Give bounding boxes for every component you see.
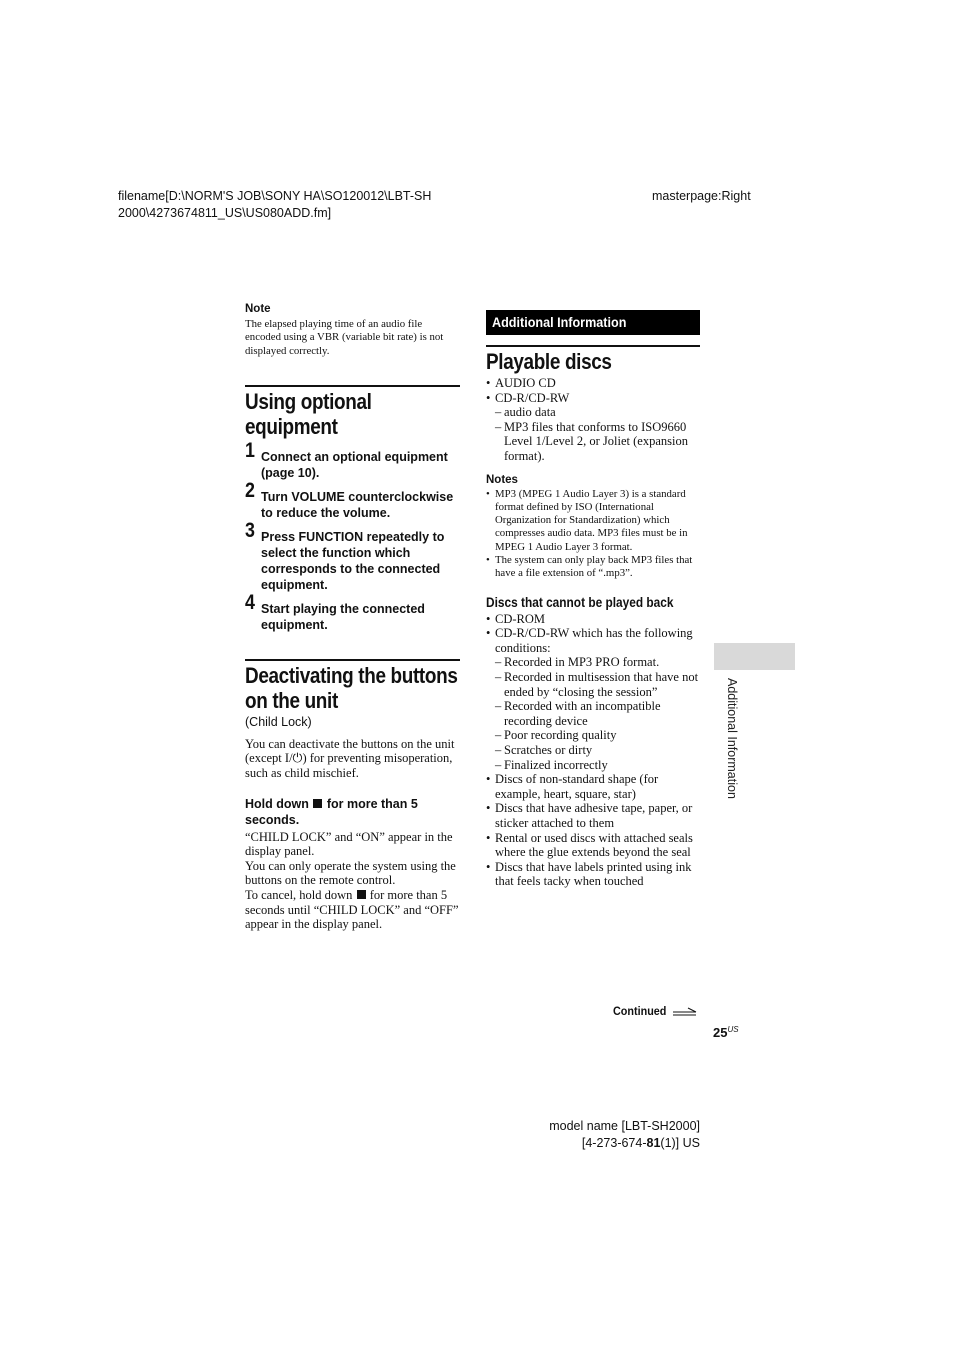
step-2 [245, 478, 460, 521]
list-item: – audio data [486, 405, 700, 420]
step-number: 3 [245, 518, 255, 542]
child-lock-para-2: You can only operate the system using the buttons on the remote control. [245, 858, 456, 888]
step-number: 4 [245, 590, 255, 614]
step-text: Turn VOLUME counterclockwise to reduce the volume. [261, 489, 454, 520]
list-item: – Finalized incorrectly [486, 758, 700, 773]
step-4 [245, 590, 460, 633]
list-item: – Poor recording quality [486, 728, 700, 743]
step-number: 2 [245, 478, 255, 502]
step-number: 1 [245, 438, 255, 462]
child-lock-para-1: “CHILD LOCK” and “ON” appear in the display panel. [245, 829, 453, 859]
section-subtitle: (Child Lock) [245, 714, 312, 729]
cdr-sublist [486, 405, 700, 463]
header-filename: filename[D:\NORM'S JOB\SONY HA\SO120012\LBT-SH2000\4273674811_US\US080ADD.fm] [118, 189, 432, 220]
section-banner: Additional Information [486, 310, 700, 335]
notes-list [486, 488, 700, 581]
child-lock-para-3: To cancel, hold down for more than 5 seconds until “CHILD LOCK” and “OFF” appear in the display panel. [245, 888, 459, 932]
list-item: • Rental or used discs with attached seals where the glue extends beyond the seal [486, 831, 700, 860]
model-name: model name [LBT-SH2000] [549, 1119, 700, 1133]
right-column [486, 310, 700, 889]
continued-marker: Continued [613, 1004, 698, 1018]
step-text: Connect an optional equipment (page 10). [261, 449, 448, 480]
list-item: • CD-R/CD-RW [486, 391, 700, 406]
step-text: Press FUNCTION repeatedly to select the function which corresponds to the connected equipment. [261, 529, 445, 592]
conditions-sublist [486, 655, 700, 772]
list-item: • CD-ROM [486, 612, 700, 627]
footer-model [470, 1118, 700, 1152]
list-item: – MP3 files that conforms to ISO9660 Level 1/Level 2, or Joliet (expansion format). [486, 420, 700, 464]
stop-icon [357, 890, 366, 899]
note-label: Note [245, 303, 271, 315]
cannot-play-heading: Discs that cannot be played back [486, 594, 674, 610]
cannot-play-list [486, 612, 700, 889]
list-item: – Recorded in multisession that have not ended by “closing the session” [486, 670, 700, 699]
page-number: $25^{US}$ [713, 1025, 739, 1040]
section-rule [245, 385, 460, 387]
step-1 [245, 438, 460, 481]
note-text: The elapsed playing time of an audio file encoded using a VBR (variable bit rate) is not displayed correctly. [245, 318, 444, 357]
step-3 [245, 518, 460, 593]
list-item: – Recorded in MP3 PRO format. [486, 655, 700, 670]
stop-icon [313, 799, 322, 808]
child-lock-intro: You can deactivate the buttons on the unit (except I/⏻) for preventing misoperation, such as child mischief. [245, 736, 455, 781]
hold-instruction: Hold down for more than 5 seconds. [245, 796, 418, 827]
power-icon: I/⏻ [284, 751, 303, 766]
section-title-child-lock: Deactivating the buttons on the unit [245, 662, 458, 713]
section-title-optional-equipment: Using optional equipment [245, 388, 372, 439]
list-item: • The system can only play back MP3 files that have a file extension of “.mp3”. [486, 554, 700, 581]
notes-label: Notes [486, 473, 518, 486]
list-item: • Discs that have labels printed using ink that feels tacky when touched [486, 860, 700, 889]
model-code: [4-273-674-81(1)] US [581, 1136, 700, 1150]
list-item: – Recorded with an incompatible recording device [486, 699, 700, 728]
steps-list [245, 438, 460, 633]
list-item: • AUDIO CD [486, 376, 700, 391]
list-item: – Scratches or dirty [486, 743, 700, 758]
side-tab [714, 643, 795, 670]
header-masterpage: masterpage:Right [652, 189, 751, 203]
list-item: • CD-R/CD-RW which has the following conditions: – Recorded in MP3 PRO format. – Recorded in multisession that have not ended by “closing the session” – Recorded with an incompatible recording device – Poor recording quality – Scratches or dirty – Finalized incorrectly [486, 626, 700, 772]
step-text: Start playing the connected equipment. [261, 601, 425, 632]
list-item: • Discs that have adhesive tape, paper, or sticker attached to them [486, 801, 700, 830]
section-rule [486, 345, 700, 347]
side-label: Additional Information [725, 678, 739, 799]
list-item: • MP3 (MPEG 1 Audio Layer 3) is a standard format defined by ISO (International Organization for Standardization) which compresses audio data. MP3 files must be in MPEG 1 Audio Layer 3 format. [486, 488, 700, 554]
list-item: • Discs of non-standard shape (for example, heart, square, star) [486, 772, 700, 801]
section-title-playable-discs: Playable discs [486, 349, 612, 374]
playable-discs-list [486, 376, 700, 405]
left-column [245, 302, 460, 932]
continued-arrow-icon [672, 1007, 698, 1017]
section-rule [245, 659, 460, 661]
